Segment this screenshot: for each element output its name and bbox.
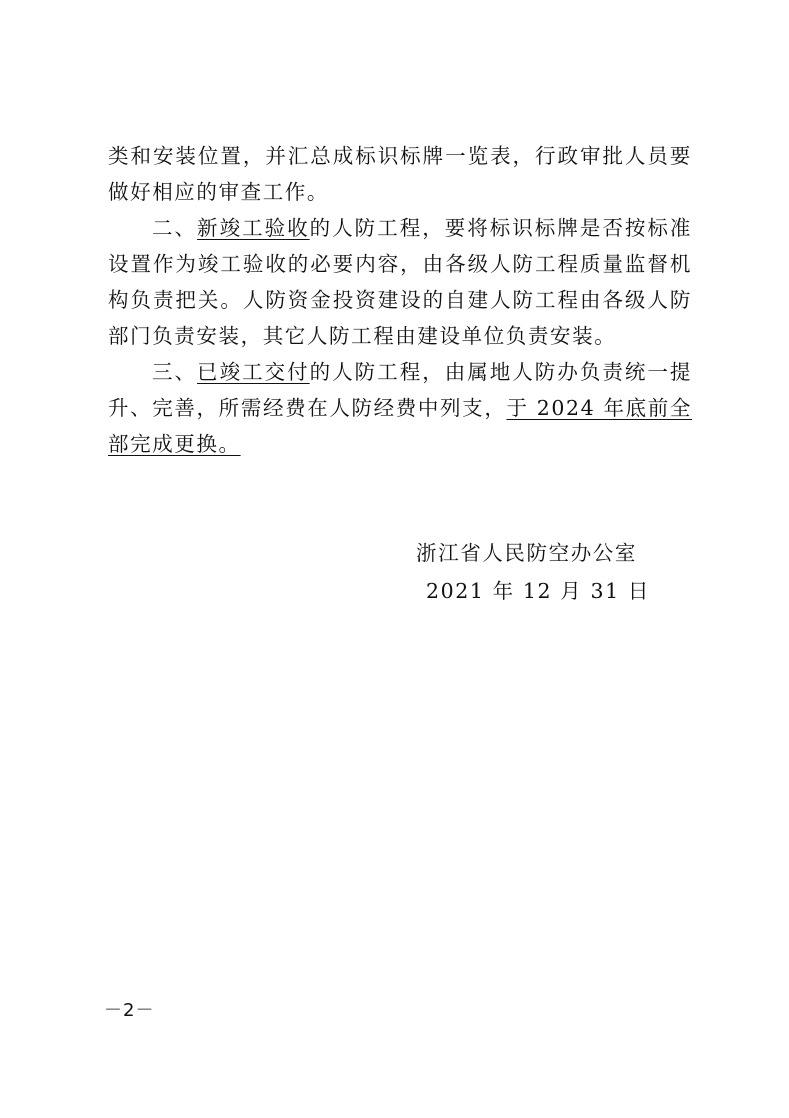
paragraph-three xyxy=(108,354,692,462)
underlined-deadline: 于 2024 年底前全部完成更换。 xyxy=(108,396,692,456)
issuing-organization: 浙江省人民防空办公室 xyxy=(416,541,637,565)
underlined-phrase: 新竣工验收 xyxy=(197,216,310,240)
signature-block xyxy=(416,534,716,610)
paragraph-continuation xyxy=(108,138,692,210)
paragraph-two xyxy=(108,210,692,354)
paragraph-prefix: 三、 xyxy=(152,360,198,384)
paragraph-text: 类和安装位置，并汇总成标识标牌一览表，行政审批人员要做好相应的审查工作。 xyxy=(108,144,692,204)
issue-date: 2021 年 12 月 31 日 xyxy=(426,579,651,603)
paragraph-text: 的人防工程，要将标识标牌是否按标准设置作为竣工验收的必要内容，由各级人防工程质量监督机构负责把关。人防资金投资建设的自建人防工程由各级人防部门负责安装，其它人防工程由建设单位负责安装。 xyxy=(108,216,693,348)
paragraph-text: 的人防工程，由属地人防办负责统一提升、完善，所需经费在人防经费中列支， xyxy=(108,360,693,420)
underlined-phrase: 已竣工交付 xyxy=(197,360,310,384)
paragraph-prefix: 二、 xyxy=(152,216,198,240)
document-body xyxy=(108,138,692,462)
page-number: －2－ xyxy=(104,1000,155,1021)
